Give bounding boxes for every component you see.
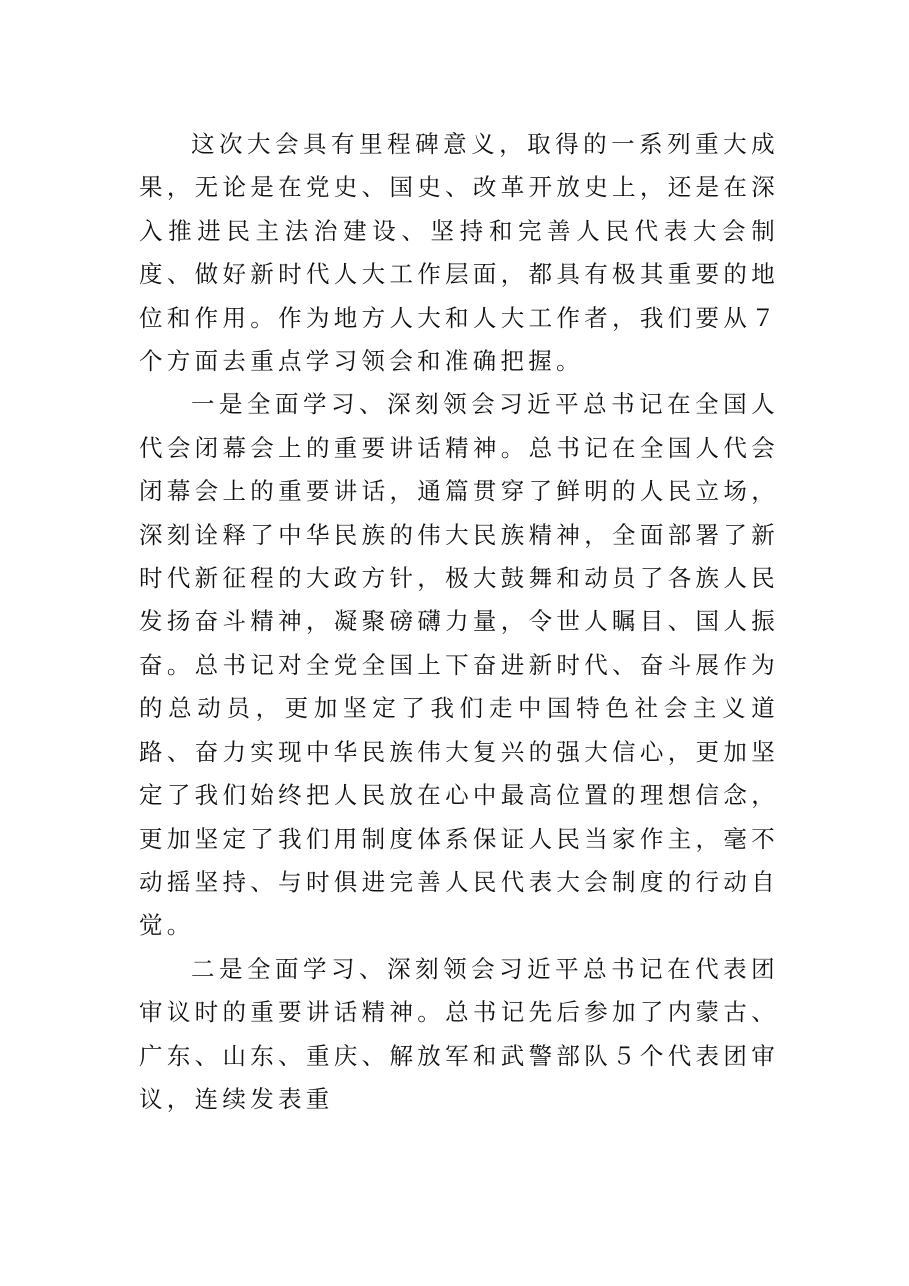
document-body — [139, 123, 779, 1121]
paragraph-3: 二是全面学习、深刻领会习近平总书记在代表团审议时的重要讲话精神。总书记先后参加了内蒙古、广东、山东、重庆、解放军和武警部队５个代表团审议，连续发表重 — [139, 954, 779, 1113]
paragraph-2: 一是全面学习、深刻领会习近平总书记在全国人代会闭幕会上的重要讲话精神。总书记在全国人代会闭幕会上的重要讲话，通篇贯穿了鲜明的人民立场，深刻诠释了中华民族的伟大民族精神，全面部署了新时代新征程的大政方针，极大鼓舞和动员了各族人民发扬奋斗精神，凝聚磅礴力量，令世人瞩目、国人振奋。总书记对全党全国上下奋进新时代、奋斗展作为的总动员，更加坚定了我们走中国特色社会主义道路、奋力实现中华民族伟大复兴的强大信心，更加坚定了我们始终把人民放在心中最高位置的理想信念，更加坚定了我们用制度体系保证人民当家作主，毫不动摇坚持、与时俱进完善人民代表大会制度的行动自觉。 — [139, 390, 779, 940]
paragraph-1: 这次大会具有里程碑意义，取得的一系列重大成果，无论是在党史、国史、改革开放史上，还是在深入推进民主法治建设、坚持和完善人民代表大会制度、做好新时代人大工作层面，都具有极其重要的地位和作用。作为地方人大和人大工作者，我们要从７个方面去重点学习领会和准确把握。 — [139, 130, 779, 376]
